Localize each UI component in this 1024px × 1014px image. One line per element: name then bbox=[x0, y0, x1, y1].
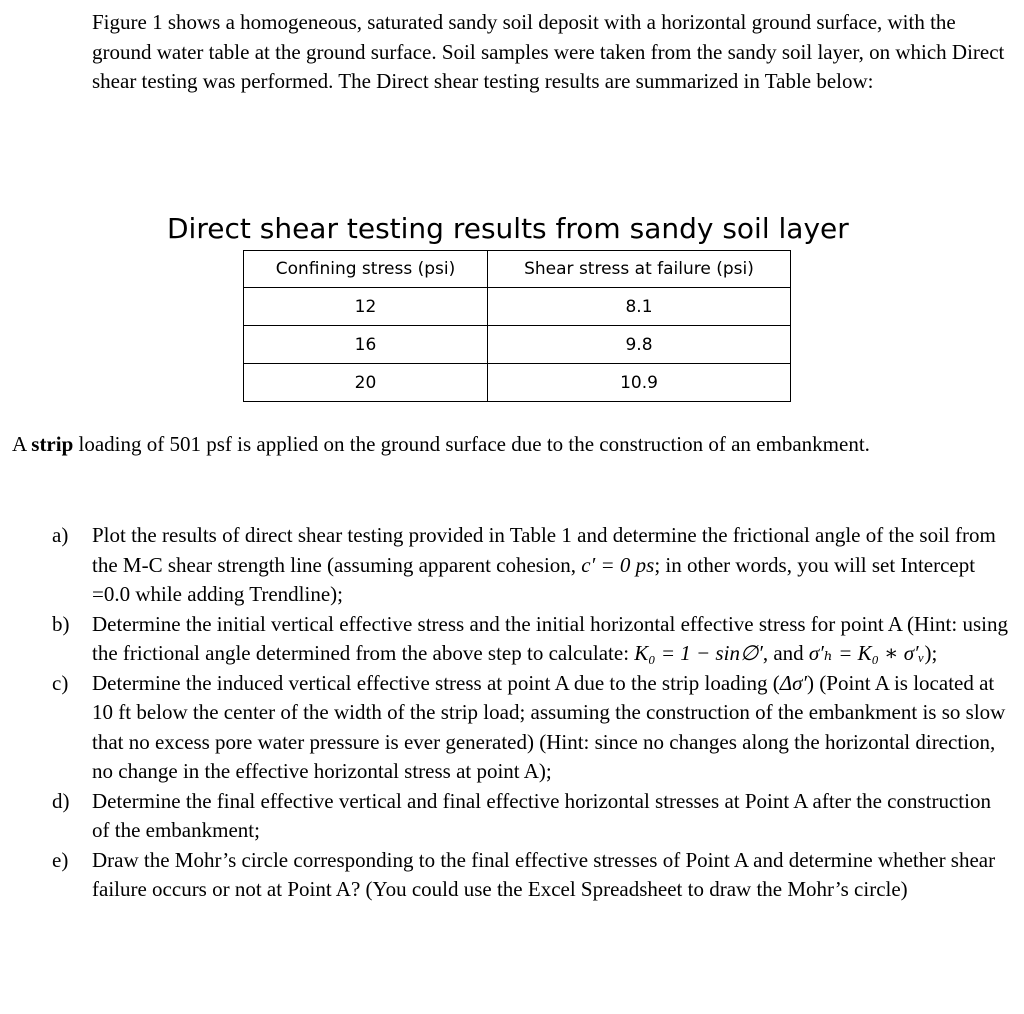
question-e-marker: e) bbox=[52, 847, 69, 872]
table-title: Direct shear testing results from sandy soil layer bbox=[167, 212, 849, 245]
question-a bbox=[52, 521, 1012, 610]
question-b bbox=[52, 610, 1012, 669]
loading-strip-word: strip bbox=[31, 432, 74, 456]
question-b-text-1: Determine the initial vertical effective stress and the initial horizontal effective stress for point A (Hint: using the frictional angle determined from the above step to calculate: bbox=[92, 611, 1008, 665]
question-c-text-1: Determine the induced vertical effective stress at point A due to the strip loading ( bbox=[92, 670, 780, 695]
question-c bbox=[52, 669, 1012, 787]
question-d-text: Determine the final effective vertical and final effective horizontal stresses at Point A after the construction of the embankment; bbox=[92, 788, 991, 842]
question-a-text-1: Plot the results of direct shear testing provided in Table 1 and determine the frictional angle of the soil from the M-C shear strength line (assuming apparent cohesion, bbox=[92, 523, 996, 577]
loading-prefix: A bbox=[12, 432, 32, 456]
question-a-math-1: c′ = 0 ps bbox=[581, 552, 655, 577]
question-b-marker: b) bbox=[52, 611, 70, 636]
header-shear-stress: Shear stress at failure (psi) bbox=[488, 251, 791, 288]
question-b-math-2: σ′ₕ = K₀ ∗ σ′ᵥ bbox=[808, 641, 925, 665]
question-b-text-3: ); bbox=[924, 641, 938, 665]
header-confining-stress: Confining stress (psi) bbox=[244, 251, 488, 288]
question-a-marker: a) bbox=[52, 523, 69, 547]
question-b-text-2: , and bbox=[762, 641, 809, 665]
question-c-marker: c) bbox=[52, 670, 69, 695]
loading-suffix: loading of 501 psf is applied on the ground surface due to the construction of an embankment. bbox=[73, 432, 870, 456]
question-a-text-2: ; in other words, you will set Intercept =0.0 while adding Trendline); bbox=[92, 552, 976, 606]
shear-stress-cell: 9.8 bbox=[488, 326, 791, 364]
question-c-math-1: Δσ′ bbox=[779, 670, 808, 695]
table-row bbox=[244, 288, 791, 326]
question-list bbox=[52, 521, 1012, 905]
question-e-text: Draw the Mohr’s circle corresponding to the final effective stresses of Point A and determine whether shear failure occurs or not at Point A? (You could use the Excel Spreadsheet to draw the Mohr’s circle) bbox=[92, 847, 996, 901]
question-d-marker: d) bbox=[52, 788, 70, 813]
question-c-text-2: ) (Point A is located at 10 ft below the center of the width of the strip load; assuming the construction of the embankment is so slow that no excess pore water pressure is ever generated) (Hint: since no changes along the horizontal direction, no change in the effective horizontal stress at point A); bbox=[92, 670, 1006, 783]
question-b-math-1: K₀ = 1 − sin∅′ bbox=[634, 641, 763, 665]
confining-stress-cell: 20 bbox=[244, 364, 488, 402]
intro-paragraph: Figure 1 shows a homogeneous, saturated sandy soil deposit with a horizontal ground surface, with the ground water table at the ground surface. Soil samples were taken from the sandy soil layer, on which Direct shear testing was performed. The Direct shear testing results are summarized in Table below: bbox=[92, 10, 1005, 93]
table-header-row bbox=[244, 251, 791, 288]
shear-stress-cell: 8.1 bbox=[488, 288, 791, 326]
question-d bbox=[52, 787, 1012, 846]
question-e bbox=[52, 846, 1012, 905]
results-table bbox=[243, 250, 791, 402]
shear-stress-cell: 10.9 bbox=[488, 364, 791, 402]
confining-stress-cell: 12 bbox=[244, 288, 488, 326]
table-row bbox=[244, 364, 791, 402]
table-row bbox=[244, 326, 791, 364]
loading-paragraph bbox=[12, 430, 1012, 460]
confining-stress-cell: 16 bbox=[244, 326, 488, 364]
